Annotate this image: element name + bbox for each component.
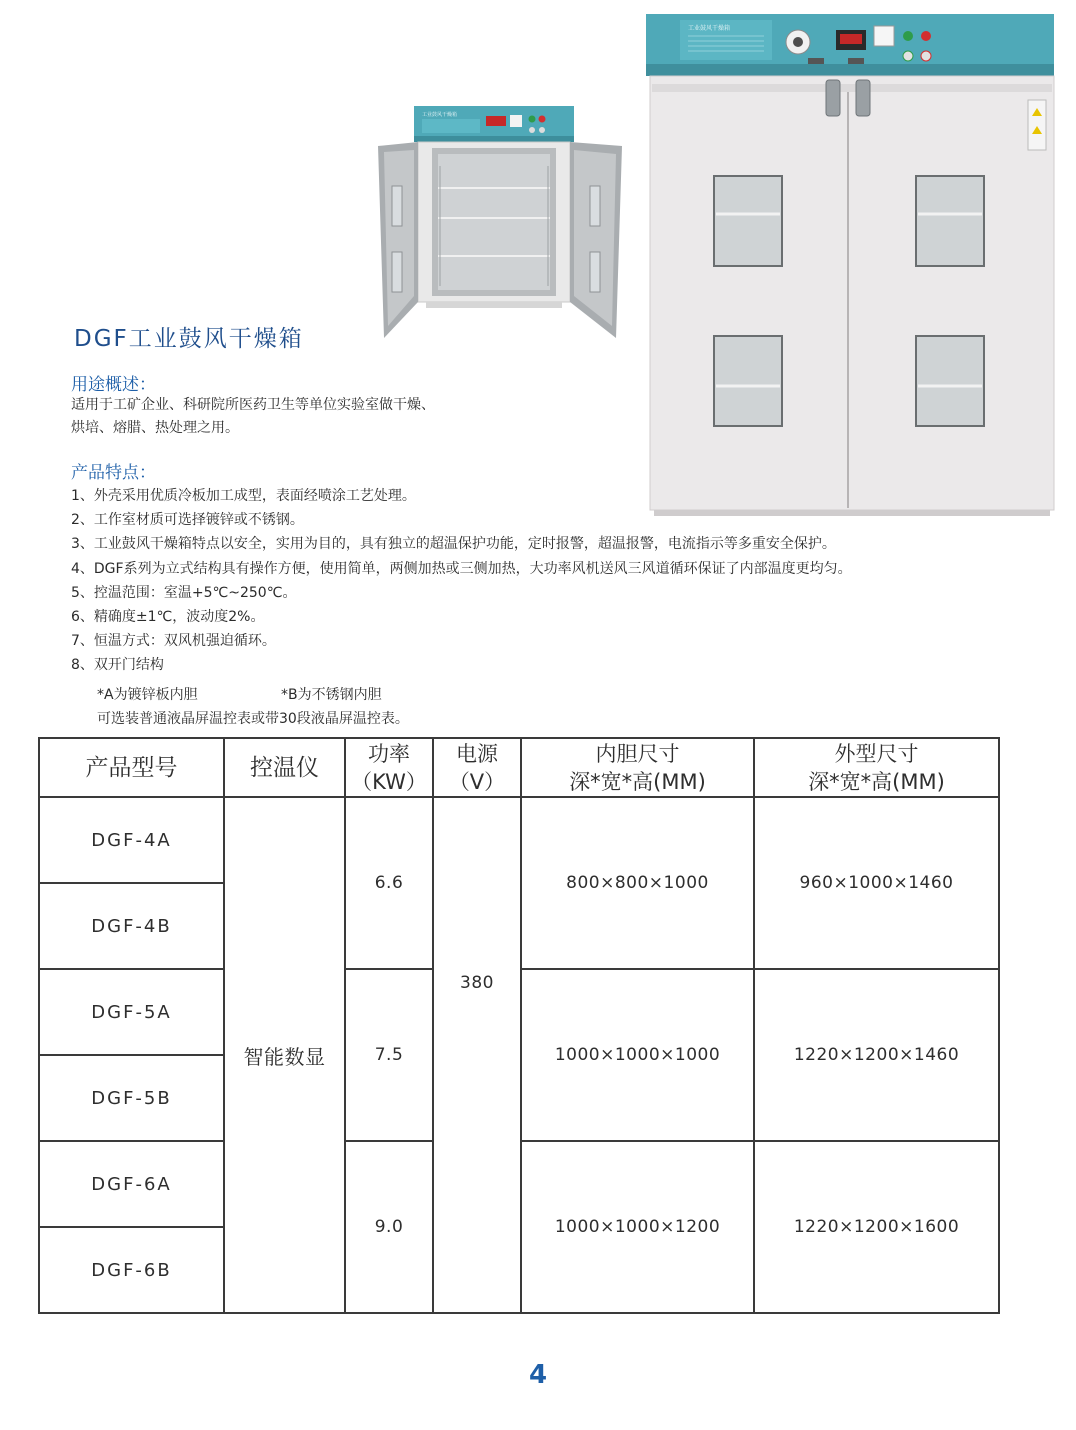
feature-item: 1、外壳采用优质冷板加工成型，表面经喷涂工艺处理。 [71,488,416,504]
usage-line: 适用于工矿企业、科研院所医药卫生等单位实验室做干燥、 [71,397,435,413]
header-power-unit: （KW） [351,769,427,794]
model-cell: DGF-5B [39,1055,224,1141]
table-row [39,797,999,883]
feature-item: 8、双开门结构 [71,657,164,674]
small-oven-photo [378,106,622,342]
inner-size-cell: 1000×1000×1200 [521,1141,754,1313]
header-inner-size [521,738,754,797]
small-panel-label: 工业鼓风干燥箱 [422,112,458,118]
feature-item: 6、精确度±1℃，波动度2%。 [71,608,265,625]
note-stainless: *B为不锈钢内胆 [281,687,382,703]
model-cell: DGF-6B [39,1227,224,1313]
large-panel-label: 工业鼓风干燥箱 [688,25,731,32]
usage-line: 烘培、熔腊、热处理之用。 [71,420,239,436]
note-controller-option: 可选装普通液晶屏温控表或带30段液晶屏温控表。 [97,711,409,727]
model-cell: DGF-6A [39,1141,224,1227]
outer-size-cell: 1220×1200×1600 [754,1141,999,1313]
page-number: 4 [528,1360,548,1390]
header-voltage-unit: （V） [448,769,506,794]
model-cell: DGF-5A [39,969,224,1055]
header-voltage [433,738,521,797]
voltage-cell: 380 [433,797,521,1313]
usage-heading: 用途概述： [71,375,156,395]
header-model: 产品型号 [39,738,224,797]
features-list [71,484,852,678]
power-cell: 7.5 [345,969,433,1141]
header-voltage-label: 电源 [456,741,498,766]
usage-text [71,394,435,440]
header-inner-label: 内胆尺寸 [595,741,680,766]
feature-item: 2、工作室材质可选择镀锌或不锈钢。 [71,512,304,529]
product-title: DGF工业鼓风干燥箱 [74,326,304,352]
feature-item: 3、工业鼓风干燥箱特点以安全，实用为目的，具有独立的超温保护功能，定时报警，超温报警，电流指示等多重安全保护。 [71,536,836,553]
header-outer-unit: 深*宽*高(MM) [808,769,945,794]
header-power-label: 功率 [368,741,410,766]
features-heading: 产品特点： [71,463,156,483]
feature-item: 5、控温范围：室温+5℃~250℃。 [71,584,297,601]
header-controller: 控温仪 [224,738,345,797]
inner-size-cell: 1000×1000×1000 [521,969,754,1141]
inner-size-cell: 800×800×1000 [521,797,754,969]
model-cell: DGF-4A [39,797,224,883]
power-cell: 9.0 [345,1141,433,1313]
outer-size-cell: 1220×1200×1460 [754,969,999,1141]
power-cell: 6.6 [345,797,433,969]
spec-table [38,737,1000,1314]
large-oven-photo [640,14,1058,520]
note-galvanized: *A为镀锌板内胆 [97,687,198,703]
controller-cell: 智能数显 [224,797,345,1313]
table-header-row [39,738,999,797]
feature-item: 4、DGF系列为立式结构具有操作方便，使用简单，两侧加热或三侧加热，大功率风机送风三风道循环保证了内部温度更均匀。 [71,560,852,577]
header-outer-size [754,738,999,797]
outer-size-cell: 960×1000×1460 [754,797,999,969]
header-outer-label: 外型尺寸 [834,741,919,766]
model-cell: DGF-4B [39,883,224,969]
header-power [345,738,433,797]
header-inner-unit: 深*宽*高(MM) [569,769,706,794]
feature-item: 7、恒温方式：双风机强迫循环。 [71,633,276,650]
